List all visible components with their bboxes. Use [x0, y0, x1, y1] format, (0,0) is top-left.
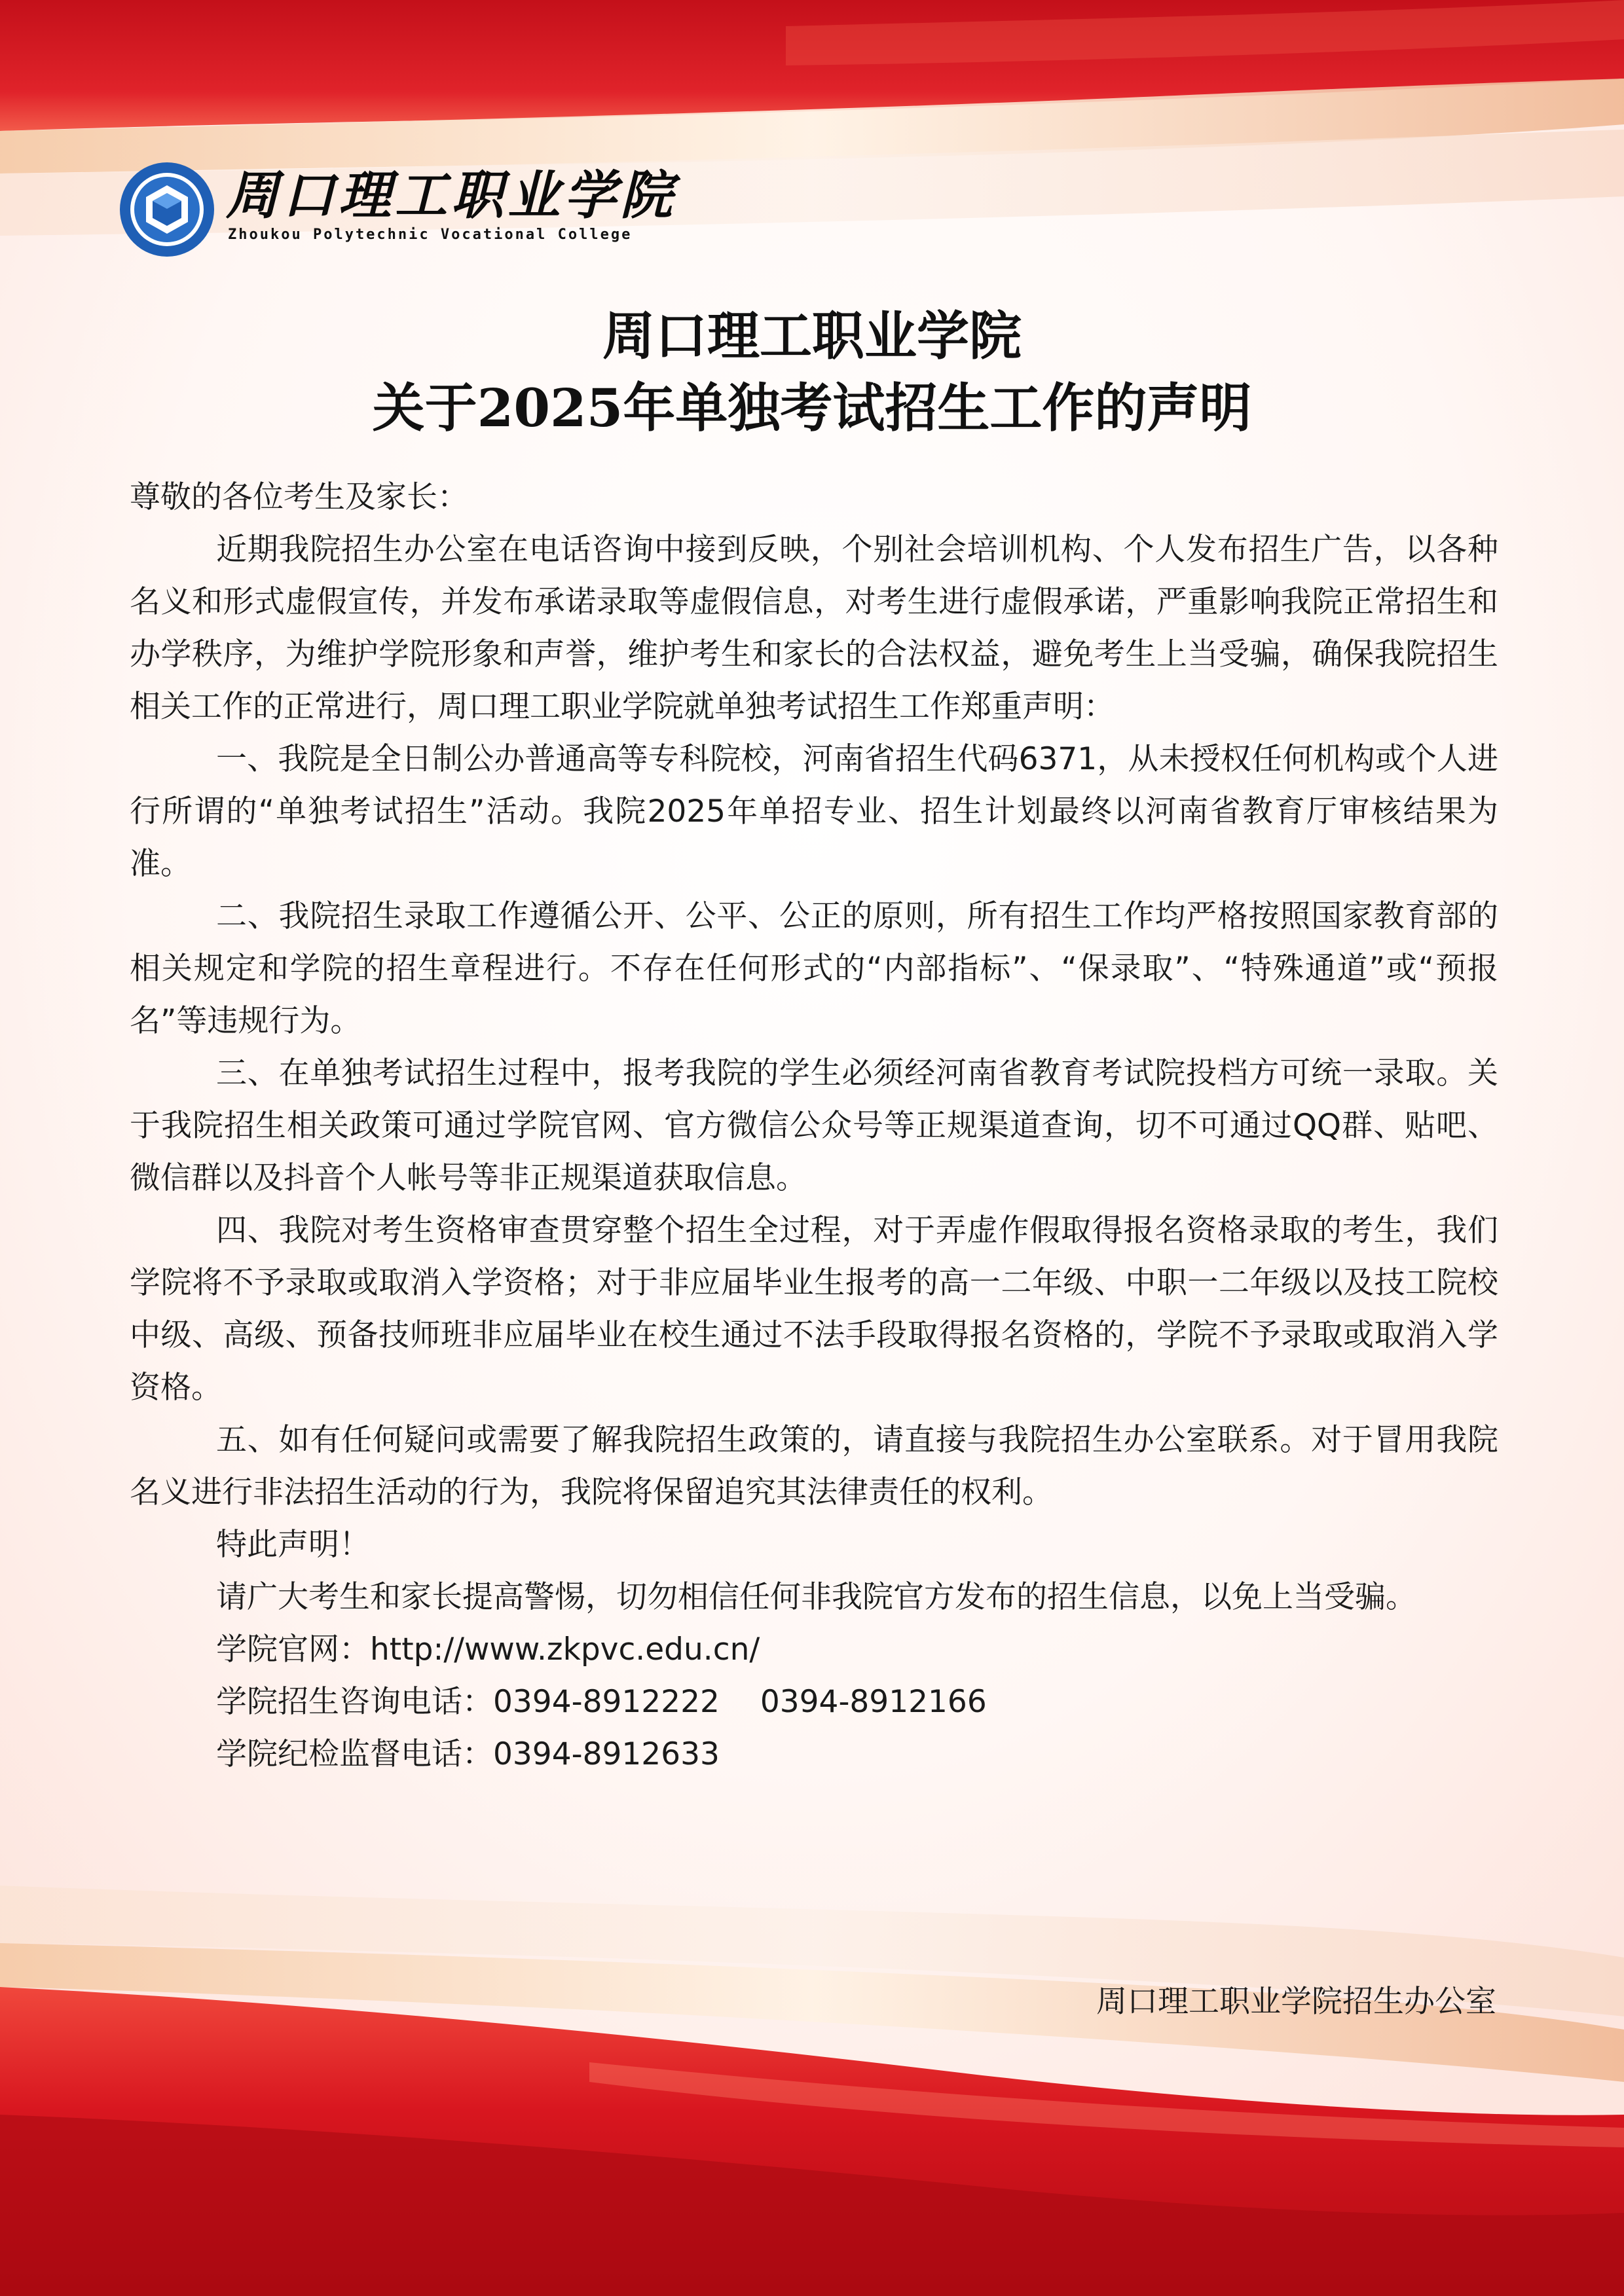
- signature: 周口理工职业学院招生办公室: [1096, 1984, 1496, 2020]
- paragraph-item-3: 三、在单独考试招生过程中，报考我院的学生必须经河南省教育考试院投档方可统一录取。关于我院招生相关政策可通过学院官网、官方微信公众号等正规渠道查询，切不可通过QQ群、贴吧、微信群以及抖音个人帐号等非正规渠道获取信息。: [130, 1055, 1498, 1196]
- paragraph-warning: 请广大考生和家长提高警惕，切勿相信任何非我院官方发布的招生信息，以免上当受骗。: [216, 1579, 1416, 1615]
- document-title-line1: 周口理工职业学院: [602, 305, 1022, 367]
- paragraph-item-5: 五、如有任何疑问或需要了解我院招生政策的，请直接与我院招生办公室联系。对于冒用我院名义进行非法招生活动的行为，我院将保留追究其法律责任的权利。: [130, 1422, 1498, 1510]
- college-logo-icon: [118, 160, 216, 259]
- paragraph-item-2: 二、我院招生录取工作遵循公开、公平、公正的原则，所有招生工作均严格按照国家教育部的相关规定和学院的招生章程进行。不存在任何形式的“内部指标”、“保录取”、“特殊通道”或“预报名”等违规行为。: [130, 898, 1498, 1039]
- statement-body: [130, 471, 1498, 1781]
- school-name-en: Zhoukou Polytechnic Vocational College: [228, 227, 633, 243]
- contact-admission-phone: 学院招生咨询电话：0394-8912222 0394-8912166: [216, 1684, 987, 1720]
- school-name-cn: 周口理工职业学院: [226, 164, 676, 226]
- salutation: 尊敬的各位考生及家长：: [130, 479, 468, 515]
- paragraph-item-1: 一、我院是全日制公办普通高等专科院校，河南省招生代码6371，从未授权任何机构或个人进行所谓的“单独考试招生”活动。我院2025年单招专业、招生计划最终以河南省教育厅审核结果为准。: [130, 741, 1498, 882]
- document-title-line2: 关于2025年单独考试招生工作的声明: [372, 377, 1252, 439]
- paragraph-item-4: 四、我院对考生资格审查贯穿整个招生全过程，对于弄虚作假取得报名资格录取的考生，我们学院将不予录取或取消入学资格；对于非应届毕业生报考的高一二年级、中职一二年级以及技工院校中级、高级、预备技师班非应届毕业在校生通过不法手段取得报名资格的，学院不予录取或取消入学资格。: [130, 1212, 1498, 1406]
- paragraph-declaration: 特此声明！: [216, 1527, 370, 1563]
- paragraph-intro: 近期我院招生办公室在电话咨询中接到反映，个别社会培训机构、个人发布招生广告，以各种名义和形式虚假宣传，并发布承诺录取等虚假信息，对考生进行虚假承诺，严重影响我院正常招生和办学秩序，为维护学院形象和声誉，维护考生和家长的合法权益，避免考生上当受骗，确保我院招生相关工作的正常进行，周口理工职业学院就单独考试招生工作郑重声明：: [130, 532, 1498, 725]
- contact-website[interactable]: 学院官网：http://www.zkpvc.edu.cn/: [216, 1631, 760, 1667]
- contact-supervision-phone: 学院纪检监督电话：0394-8912633: [216, 1736, 720, 1772]
